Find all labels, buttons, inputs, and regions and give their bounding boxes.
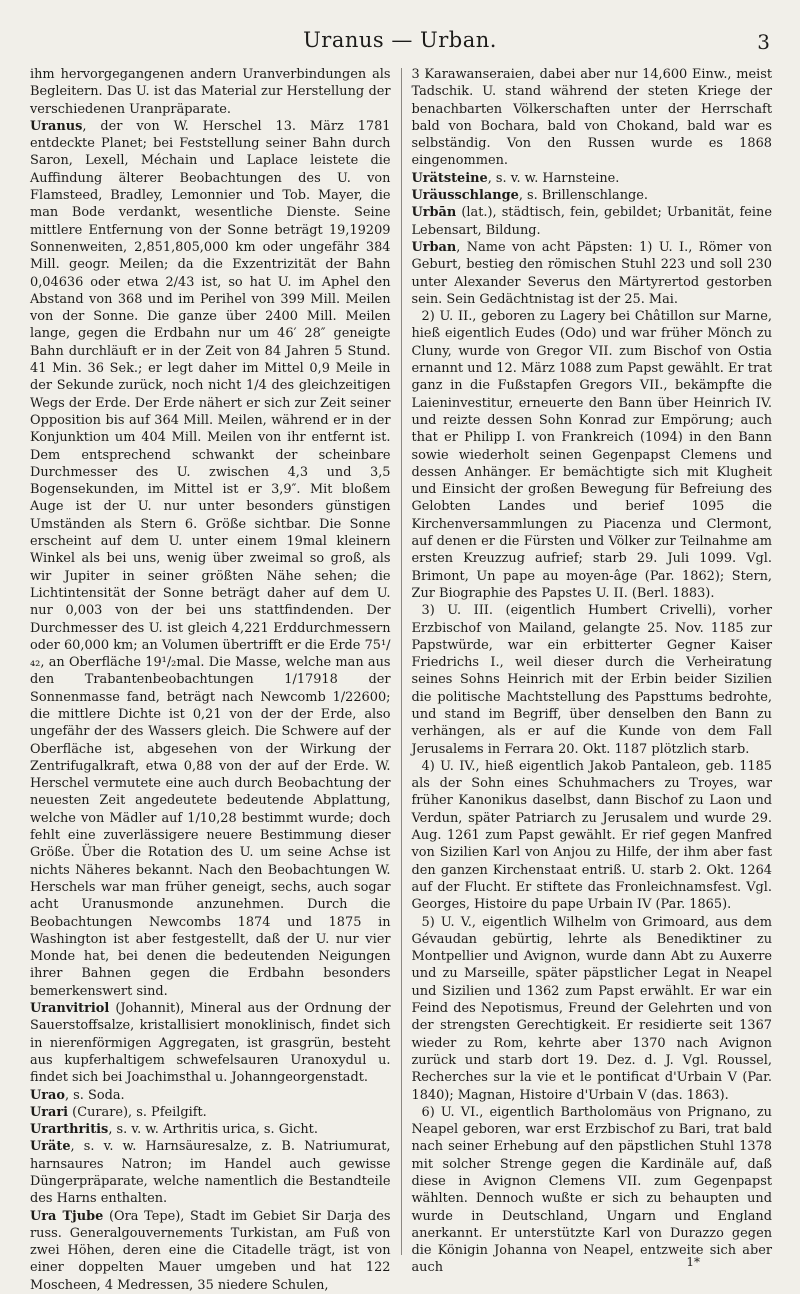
entry-headword: Urätsteine bbox=[411, 170, 488, 186]
entry-text: 3 Karawanseraien, dabei aber nur 14,600 Einw., meist Tadschik. U. stand während der steten Kriege der benachbarten Völkerschaften unter der Herrschaft bald von Bochara, bald von Chokand, bald war es selbständig. Von den Russen wurde es 1868 eingenommen. bbox=[411, 67, 772, 169]
entry-headword: Urao bbox=[30, 1087, 65, 1103]
dictionary-entry bbox=[30, 118, 391, 1000]
entry-text: , s. v. w. Arthritis urica, s. Gicht. bbox=[108, 1122, 318, 1138]
dictionary-entry bbox=[412, 187, 773, 204]
entry-text: , s. v. w. Harnsteine. bbox=[487, 170, 620, 186]
entry-headword: Urari bbox=[30, 1104, 69, 1120]
dictionary-entry bbox=[30, 1000, 391, 1086]
left-column bbox=[30, 66, 401, 1293]
entry-text: 5) U. V., eigentlich Wilhelm von Grimoard, aus dem Gévaudan gebürtig, lehrte als Benediktiner zu Montpellier und Avignon, wurde dann Abt zu Auxerre und zu Marseille, später päpstlicher Legat in Neapel und Sizilien und 1362 zum Papst erwählt. Er war ein Feind des Nepotismus, Freund der Gelehrten und von der strengsten Gerechtigkeit. Er residierte seit 1367 wieder zu Rom, kehrte aber 1370 nach Avignon zurück und starb dort 19. Dez. d. J. Vgl. Roussel, Recherches sur la vie et le pontificat d'Urbain V (Par. 1840); Magnan, Histoire d'Urbain V (das. 1863). bbox=[411, 914, 772, 1103]
entry-paragraph bbox=[30, 66, 391, 118]
entry-headword: Urarthritis bbox=[30, 1122, 109, 1138]
entry-text: , s. v. w. Harnsäuresalze, z. B. Natriumurat, harnsaures Natron; im Handel auch gewisse Düngerpräparate, welche namentlich die Bestandteile des Harns enthalten. bbox=[30, 1139, 391, 1207]
dictionary-entry bbox=[30, 1104, 391, 1121]
entry-headword: Uranvitriol bbox=[30, 1001, 110, 1017]
running-head: Uranus — Urban. bbox=[303, 28, 497, 52]
entry-text: , s. Brillenschlange. bbox=[518, 188, 649, 204]
entry-text: 6) U. VI., eigentlich Bartholomäus von Prignano, zu Neapel geboren, war erst Erzbischof zu Bari, trat bald nach seiner Erhebung auf den päpstlichen Stuhl 1378 mit solcher Strenge gegen die Kardinäle auf, daß diese in Avignon Clemens VII. zum Gegenpapst wählten. Dennoch wußte er sich zu behaupten und wurde in Deutschland, Ungarn und England anerkannt. Er unterstützte Karl von Durazzo gegen die Königin Johanna von Neapel, entzweite sich aber auch bbox=[411, 1104, 772, 1276]
text-columns bbox=[30, 66, 772, 1293]
entry-headword: Uranus bbox=[30, 118, 83, 134]
entry-headword: Urban bbox=[411, 239, 457, 255]
entry-text: (Ora Tepe), Stadt im Gebiet Sir Darja des russ. Generalgouvernements Turkistan, am Fuß von zwei Höhen, deren eine die Citadelle trägt, ist von einer doppelten Mauer umgeben und hat 122 Moscheen, 4 Medressen, 35 niedere Schulen, bbox=[30, 1208, 391, 1293]
page-number: 3 bbox=[757, 30, 770, 54]
entry-text: (lat.), städtisch, fein, gebildet; Urbanität, feine Lebensart, Bildung. bbox=[411, 205, 772, 238]
dictionary-entry bbox=[30, 1138, 391, 1207]
dictionary-entry bbox=[412, 170, 773, 187]
dictionary-entry bbox=[412, 239, 773, 308]
entry-paragraph bbox=[412, 308, 773, 602]
page-header bbox=[0, 28, 800, 58]
entry-headword: Uräusschlange bbox=[411, 188, 519, 204]
entry-text: , s. Soda. bbox=[64, 1087, 125, 1103]
entry-text: (Johannit), Mineral aus der Ordnung der Sauerstoffsalze, kristallisiert monoklinisch, findet sich in nierenförmigen Aggregaten, ist grasgrün, besteht aus kupferhaltigem schwefelsauren Uranoxydul u. findet sich bei Joachimsthal u. Johanngeorgenstadt. bbox=[30, 1001, 391, 1086]
entry-text: , der von W. Herschel 13. März 1781 entdeckte Planet; bei Feststellung seiner Bahn durch Saron, Lexell, Méchain und Laplace leistete die Auffindung älterer Beobachtungen des U. von Flamsteed, Bradley, Lemonnier und Tob. Mayer, die man Bode verdankt, wesentliche Dienste. Seine mittlere Entfernung von der Sonne beträgt 19,19209 Sonnenweiten, 2,851,805,000 km oder ungefähr 384 Mill. geogr. Meilen; da die Exzentrizität der Bahn 0,04636 oder etwa 2/43 ist, so hat U. im Aphel den Abstand von 368 und im Perihel von 399 Mill. Meilen von der Sonne. Die ganze über 2400 Mill. Meilen lange, gegen die Erdbahn nur um 46′ 28″ geneigte Bahn durchläuft er in der Zeit von 84 Jahren 5 Stund. 41 Min. 36 Sek.; er legt daher im Mittel 0,9 Meile in der Sekunde zurück, noch nicht 1/4 des gleichzeitigen Wegs der Erde. Der Erde nähert er sich zur Zeit seiner Opposition bis auf 364 Mill. Meilen, während er in der Konjunktion um 404 Mill. Meilen von ihr entfernt ist. Dem entsprechend schwankt der scheinbare Durchmesser des U. zwischen 4,3 und 3,5 Bogensekunden, im Mittel ist er 3,9″. Mit bloßem Auge ist der U. nur unter besonders günstigen Umständen als Stern 6. Größe sichtbar. Die Sonne erscheint auf dem U. unter einem 19mal kleinern Winkel als bei uns, wenig über zweimal so groß, als wir Jupiter in seiner größten Nähe sehen; die Lichtintensität der Sonne beträgt daher auf dem U. nur 0,003 von der bei uns stattfindenden. Der Durchmesser des U. ist gleich 4,221 Erddurchmessern oder 60,000 km; an Volumen übertrifft er die Erde 75¹/₄₂, an Oberfläche 19¹/₂mal. Die Masse, welche man aus den Trabantenbeobachtungen 1/17918 der Sonnenmasse fand, beträgt nach Newcomb 1/22600; die mittlere Dichte ist 0,21 von der der Erde, also ungefähr der des Wassers gleich. Die Schwere auf der Oberfläche ist, abgesehen von der Wirkung der Zentrifugalkraft, etwa 0,88 von der auf der Erde. W. Herschel vermutete eine auch durch Beobachtung der neuesten Zeit angedeutete bedeutende Abplattung, welche von Mädler auf 1/10,28 bestimmt wurde; doch fehlt eine zuverlässigere neuere Bestimmung dieser Größe. Über die Rotation des U. um seine Achse ist nichts Näheres bekannt. Nach den Beobachtungen W. Herschels war man früher geneigt, sechs, auch sogar acht Uranusmonde anzunehmen. Durch die Beobachtungen Newcombs 1874 und 1875 in Washington ist aber festgestellt, daß der U. nur vier Monde hat, bei denen die bedeutenden Neigungen ihrer Bahnen gegen die Erdbahn besonders bemerkenswert sind. bbox=[30, 118, 391, 999]
entry-paragraph bbox=[412, 66, 773, 170]
entry-text: 2) U. II., geboren zu Lagery bei Châtillon sur Marne, hieß eigentlich Eudes (Odo) und war früher Mönch zu Cluny, wurde von Gregor VII. zum Bischof von Ostia ernannt und 12. März 1088 zum Papst gewählt. Er trat ganz in die Fußstapfen Gregors VII., bekämpfte die Laieninvestitur, erneuerte den Bann über Heinrich IV. und reizte dessen Sohn Konrad zur Empörung; auch that er Philipp I. von Frankreich (1094) in den Bann sowie wiederholt seinen Gegenpapst Clemens und dessen Anhänger. Er bemächtigte sich mit Klugheit und Einsicht der großen Bewegung für Befreiung des Gelobten Landes und berief 1095 die Kirchenversammlungen zu Piacenza und Clermont, auf denen er die Fürsten und Völker zur Teilnahme am ersten Kreuzzug aufrief; starb 29. Juli 1099. Vgl. Brimont, Un pape au moyen-âge (Par. 1862); Stern, Zur Biographie des Papstes U. II. (Berl. 1883). bbox=[411, 309, 772, 601]
entry-text: 3) U. III. (eigentlich Humbert Crivelli), vorher Erzbischof von Mailand, gelangte 25. Nov. 1185 zur Papstwürde, war ein erbitterter Gegner Kaiser Friedrichs I., weil dieser durch die Verheiratung seines Sohns Heinrich mit der Erbin beider Sizilien die politische Machtstellung des Papsttums bedrohte, und stand im Begriff, über denselben den Bann zu verhängen, als er auf die Kunde von dem Fall Jerusalems in Ferrara 20. Okt. 1187 plötzlich starb. bbox=[411, 603, 772, 757]
sheet-signature: 1* bbox=[686, 1255, 700, 1269]
dictionary-entry bbox=[30, 1121, 391, 1138]
dictionary-entry bbox=[412, 204, 773, 239]
entry-text: 4) U. IV., hieß eigentlich Jakob Pantaleon, geb. 1185 als der Sohn eines Schuhmachers zu Troyes, war früher Kanonikus daselbst, dann Bischof zu Laon und Verdun, später Patriarch zu Jerusalem und wurde 29. Aug. 1261 zum Papst gewählt. Er rief gegen Manfred von Sizilien Karl von Anjou zu Hilfe, der ihm aber fast den ganzen Kirchenstaat entriß. U. starb 2. Okt. 1264 auf der Flucht. Er stiftete das Fronleichnamsfest. Vgl. Georges, Histoire du pape Urbain IV (Par. 1865). bbox=[411, 758, 772, 913]
entry-paragraph bbox=[412, 602, 773, 758]
right-column bbox=[402, 66, 773, 1276]
entry-text: ihm hervorgegangenen andern Uranverbindungen als Begleitern. Das U. ist das Material zur Herstellung der verschiedenen Uranpräparate. bbox=[30, 67, 391, 117]
entry-text: , Name von acht Päpsten: 1) U. I., Römer von Geburt, bestieg den römischen Stuhl 223 und soll 230 unter Alexander Severus den Märtyrertod gestorben sein. Sein Gedächtnistag ist der 25. Mai. bbox=[411, 239, 772, 307]
entry-headword: Ura Tjube bbox=[30, 1208, 104, 1224]
entry-headword: Urbān bbox=[411, 205, 457, 221]
entry-paragraph bbox=[412, 1104, 773, 1277]
dictionary-entry bbox=[30, 1087, 391, 1104]
entry-paragraph bbox=[412, 914, 773, 1104]
entry-paragraph bbox=[412, 758, 773, 914]
dictionary-entry bbox=[30, 1208, 391, 1294]
entry-text: (Curare), s. Pfeilgift. bbox=[68, 1104, 207, 1120]
entry-headword: Uräte bbox=[30, 1139, 71, 1155]
